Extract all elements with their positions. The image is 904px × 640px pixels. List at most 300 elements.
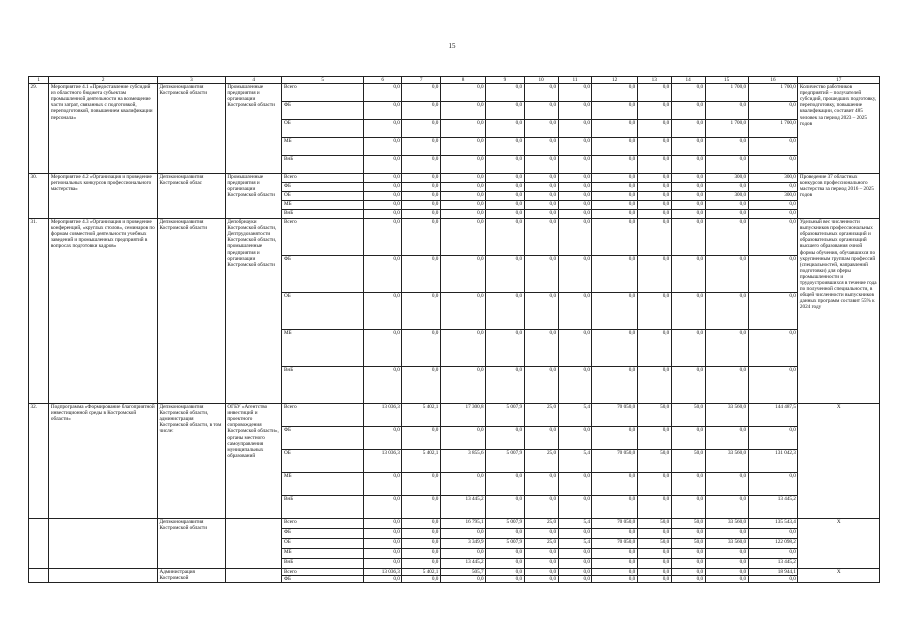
amount-cell: 33 560,0 — [705, 539, 748, 549]
amount-cell: 0,0 — [524, 210, 558, 219]
amount-cell: 0,0 — [637, 138, 671, 156]
amount-cell: 0,0 — [363, 201, 401, 210]
amount-cell: 0,0 — [637, 201, 671, 210]
amount-cell: 0,0 — [592, 120, 637, 138]
funding-source: ОБ — [282, 450, 363, 473]
amount-cell: 0,0 — [558, 529, 592, 539]
amount-cell: 0,0 — [524, 529, 558, 539]
amount-cell: 0,0 — [748, 102, 798, 120]
funding-source: ФБ — [282, 183, 363, 192]
amount-cell: 0,0 — [748, 367, 798, 404]
amount-cell: 0,0 — [524, 559, 558, 569]
funding-source: МБ — [282, 549, 363, 559]
amount-cell: 50,0 — [671, 404, 705, 427]
amount-cell: 0,0 — [558, 210, 592, 219]
amount-cell: 0,0 — [558, 559, 592, 569]
amount-cell: 0,0 — [363, 102, 401, 120]
header-cell-14: 14 — [671, 77, 705, 84]
amount-cell: 5 402,1 — [402, 569, 440, 576]
amount-cell: 300,0 — [705, 192, 748, 201]
amount-cell: 0,0 — [671, 293, 705, 330]
amount-cell: 0,0 — [558, 473, 592, 496]
funding-source: Всего — [282, 84, 363, 102]
amount-cell: 0,0 — [671, 330, 705, 367]
amount-cell: 0,0 — [402, 120, 440, 138]
amount-cell: 0,0 — [363, 473, 401, 496]
amount-cell: 0,0 — [363, 367, 401, 404]
header-cell-8: 8 — [440, 77, 485, 84]
amount-cell: 0,0 — [637, 156, 671, 174]
amount-cell: 0,0 — [363, 427, 401, 450]
amount-cell: 50,0 — [637, 450, 671, 473]
funding-source: МБ — [282, 330, 363, 367]
amount-cell: 13 445,2 — [748, 496, 798, 519]
header-cell-12: 12 — [592, 77, 637, 84]
amount-cell: 0,0 — [592, 367, 637, 404]
amount-cell: 0,0 — [592, 427, 637, 450]
amount-cell: 13 036,3 — [363, 450, 401, 473]
amount-cell: 0,0 — [637, 427, 671, 450]
amount-cell: 0,0 — [637, 367, 671, 404]
amount-cell: 0,0 — [486, 367, 524, 404]
row-number: 32. — [29, 404, 49, 519]
amount-cell: 0,0 — [402, 549, 440, 559]
amount-cell: 3 349,9 — [440, 539, 485, 549]
amount-cell: 122 098,2 — [748, 539, 798, 549]
amount-cell: 0,0 — [671, 559, 705, 569]
amount-cell: 25,0 — [524, 404, 558, 427]
amount-cell: 0,0 — [558, 183, 592, 192]
amount-cell: 0,0 — [592, 549, 637, 559]
amount-cell: 0,0 — [592, 174, 637, 183]
header-row — [29, 77, 880, 84]
amount-cell: 0,0 — [402, 529, 440, 539]
row-number: 31. — [29, 219, 49, 404]
amount-cell: 0,0 — [748, 219, 798, 256]
participant: Депобрнауки Костромской области, Дептрудозанятости Костромской области, промышленные предприятия и организации Костромской области — [225, 219, 282, 404]
funding-source: Всего — [282, 219, 363, 256]
amount-cell: 50,0 — [671, 519, 705, 529]
amount-cell: 0,0 — [440, 120, 485, 138]
amount-cell: 0,0 — [402, 174, 440, 183]
amount-cell: 0,0 — [363, 549, 401, 559]
amount-cell: 0,0 — [705, 156, 748, 174]
expected-result: Удельный вес численности выпускников профессиональных образовательных организаций и образовательных организаций высшего образования очной формы обучения, обучавшихся по укрупненным группам профессий (специальностей, направлений подготовки) для сферы промышленности и трудоустроившихся в течение года по полученной специальности, в общей численности выпускников данных программ составит 55% к 2024 году — [798, 219, 880, 404]
funding-source: Всего — [282, 569, 363, 576]
funding-source: ОБ — [282, 192, 363, 201]
amount-cell: 0,0 — [558, 330, 592, 367]
amount-cell: 0,0 — [363, 519, 401, 529]
amount-cell: 0,0 — [637, 496, 671, 519]
amount-cell: 0,0 — [486, 201, 524, 210]
amount-cell: 0,0 — [363, 496, 401, 519]
amount-cell: 0,0 — [558, 576, 592, 583]
amount-cell: 0,0 — [363, 559, 401, 569]
funding-source: Всего — [282, 174, 363, 183]
amount-cell: 0,0 — [637, 576, 671, 583]
row-number: 29. — [29, 84, 49, 174]
amount-cell: 0,0 — [637, 529, 671, 539]
amount-cell: 5,4 — [558, 539, 592, 549]
header-cell-3: 3 — [157, 77, 225, 84]
amount-cell: 0,0 — [748, 529, 798, 539]
amount-cell: 0,0 — [748, 473, 798, 496]
amount-cell: 0,0 — [363, 219, 401, 256]
amount-cell: 0,0 — [671, 256, 705, 293]
amount-cell: 0,0 — [363, 539, 401, 549]
amount-cell: 0,0 — [402, 210, 440, 219]
table-row — [29, 219, 880, 256]
amount-cell: 0,0 — [592, 219, 637, 256]
amount-cell: 0,0 — [363, 256, 401, 293]
amount-cell: 0,0 — [486, 192, 524, 201]
amount-cell: 0,0 — [524, 496, 558, 519]
amount-cell: 0,0 — [671, 138, 705, 156]
amount-cell: 0,0 — [671, 529, 705, 539]
amount-cell: 300,0 — [705, 174, 748, 183]
amount-cell: 0,0 — [486, 210, 524, 219]
amount-cell: 0,0 — [671, 473, 705, 496]
funding-source: ФБ — [282, 529, 363, 539]
amount-cell: 0,0 — [637, 219, 671, 256]
amount-cell: 0,0 — [524, 138, 558, 156]
amount-cell: 0,0 — [637, 210, 671, 219]
amount-cell: 0,0 — [440, 576, 485, 583]
amount-cell: 0,0 — [440, 549, 485, 559]
amount-cell: 0,0 — [402, 156, 440, 174]
expected-result: X — [798, 404, 880, 519]
amount-cell: 0,0 — [363, 174, 401, 183]
amount-cell: 0,0 — [363, 138, 401, 156]
amount-cell: 0,0 — [705, 559, 748, 569]
amount-cell: 0,0 — [440, 473, 485, 496]
amount-cell: 50,0 — [671, 539, 705, 549]
amount-cell: 0,0 — [705, 473, 748, 496]
amount-cell: 70 050,0 — [592, 519, 637, 529]
amount-cell: 0,0 — [705, 549, 748, 559]
header-cell-16: 16 — [748, 77, 798, 84]
amount-cell: 0,0 — [524, 102, 558, 120]
amount-cell: 0,0 — [592, 473, 637, 496]
expected-result: Проведение 37 областных конкурсов профессионального мастерства за период 2016 – 2025 годов — [798, 174, 880, 219]
amount-cell: 0,0 — [486, 569, 524, 576]
amount-cell: 0,0 — [592, 192, 637, 201]
amount-cell: 0,0 — [402, 330, 440, 367]
amount-cell: 0,0 — [748, 293, 798, 330]
row-number — [29, 569, 49, 583]
amount-cell: 70 050,0 — [592, 450, 637, 473]
amount-cell: 0,0 — [637, 183, 671, 192]
amount-cell: 0,0 — [637, 102, 671, 120]
amount-cell: 505,7 — [440, 569, 485, 576]
amount-cell: 0,0 — [671, 120, 705, 138]
amount-cell: 5 007,9 — [486, 539, 524, 549]
amount-cell: 0,0 — [558, 367, 592, 404]
executor: Администрация Костромской — [157, 569, 225, 583]
funding-source: ФБ — [282, 256, 363, 293]
header-cell-5: 5 — [282, 77, 363, 84]
amount-cell: 0,0 — [524, 219, 558, 256]
amount-cell: 13 445,2 — [440, 496, 485, 519]
amount-cell: 0,0 — [486, 183, 524, 192]
funding-source: ОБ — [282, 539, 363, 549]
amount-cell: 0,0 — [486, 427, 524, 450]
amount-cell: 0,0 — [671, 576, 705, 583]
amount-cell: 0,0 — [486, 156, 524, 174]
expected-result: Количество работников предприятий – получателей субсидий, прошедших подготовку, переподготовку, повышение квалификации, составит 485 человек за период 2023 – 2025 годов — [798, 84, 880, 174]
table-row — [29, 174, 880, 183]
funding-source: МБ — [282, 201, 363, 210]
amount-cell: 0,0 — [440, 256, 485, 293]
amount-cell: 0,0 — [558, 138, 592, 156]
amount-cell: 0,0 — [524, 330, 558, 367]
amount-cell: 0,0 — [440, 183, 485, 192]
amount-cell: 135 543,4 — [748, 519, 798, 529]
amount-cell: 0,0 — [748, 210, 798, 219]
measure-name: Мероприятие 4.1 «Предоставление субсидий из областного бюджета субъектам промышленной деятельности на возмещение части затрат, связанных с подготовкой, переподготовкой, повышением квалификации персонала» — [49, 84, 158, 174]
amount-cell: 0,0 — [486, 256, 524, 293]
amount-cell: 0,0 — [705, 201, 748, 210]
funding-source: ВнБ — [282, 210, 363, 219]
amount-cell: 0,0 — [363, 330, 401, 367]
amount-cell: 300,0 — [748, 192, 798, 201]
amount-cell: 0,0 — [592, 156, 637, 174]
program-table — [28, 76, 880, 583]
amount-cell: 0,0 — [402, 496, 440, 519]
amount-cell: 50,0 — [637, 519, 671, 529]
amount-cell: 0,0 — [558, 569, 592, 576]
amount-cell: 0,0 — [363, 120, 401, 138]
amount-cell: 0,0 — [671, 102, 705, 120]
funding-source: ОБ — [282, 293, 363, 330]
header-cell-15: 15 — [705, 77, 748, 84]
amount-cell: 0,0 — [363, 529, 401, 539]
amount-cell: 0,0 — [363, 293, 401, 330]
amount-cell: 0,0 — [637, 549, 671, 559]
amount-cell: 0,0 — [402, 192, 440, 201]
amount-cell: 0,0 — [705, 576, 748, 583]
table-row — [29, 84, 880, 102]
amount-cell: 0,0 — [558, 293, 592, 330]
amount-cell: 0,0 — [524, 473, 558, 496]
amount-cell: 3 855,6 — [440, 450, 485, 473]
page-number: 15 — [448, 42, 456, 50]
amount-cell: 0,0 — [592, 569, 637, 576]
amount-cell: 0,0 — [671, 210, 705, 219]
row-number: 30. — [29, 174, 49, 219]
amount-cell: 0,0 — [671, 174, 705, 183]
amount-cell: 0,0 — [592, 201, 637, 210]
amount-cell: 0,0 — [748, 138, 798, 156]
amount-cell: 50,0 — [637, 404, 671, 427]
amount-cell: 0,0 — [637, 256, 671, 293]
amount-cell: 0,0 — [748, 549, 798, 559]
amount-cell: 0,0 — [440, 174, 485, 183]
amount-cell: 0,0 — [592, 559, 637, 569]
amount-cell: 0,0 — [524, 569, 558, 576]
amount-cell: 0,0 — [440, 219, 485, 256]
amount-cell: 50,0 — [637, 539, 671, 549]
amount-cell: 0,0 — [592, 330, 637, 367]
measure-name — [49, 519, 158, 569]
amount-cell: 0,0 — [402, 183, 440, 192]
amount-cell: 5 402,1 — [402, 404, 440, 427]
amount-cell: 5 007,9 — [486, 404, 524, 427]
amount-cell: 0,0 — [592, 256, 637, 293]
amount-cell: 0,0 — [440, 138, 485, 156]
amount-cell: 0,0 — [637, 120, 671, 138]
amount-cell: 131 042,3 — [748, 450, 798, 473]
amount-cell: 0,0 — [486, 576, 524, 583]
amount-cell: 1 700,0 — [748, 84, 798, 102]
amount-cell: 0,0 — [440, 367, 485, 404]
amount-cell: 0,0 — [363, 183, 401, 192]
amount-cell: 0,0 — [402, 576, 440, 583]
amount-cell: 0,0 — [671, 427, 705, 450]
amount-cell: 0,0 — [637, 84, 671, 102]
amount-cell: 0,0 — [524, 576, 558, 583]
amount-cell: 0,0 — [705, 367, 748, 404]
amount-cell: 13 445,2 — [440, 559, 485, 569]
amount-cell: 0,0 — [363, 210, 401, 219]
amount-cell: 0,0 — [705, 256, 748, 293]
table-row — [29, 404, 880, 427]
executor: Депэкономразвития Костромской облас — [157, 174, 225, 219]
amount-cell: 0,0 — [524, 192, 558, 201]
amount-cell: 0,0 — [748, 183, 798, 192]
executor: Депэкономразвития Костромской области — [157, 519, 225, 569]
amount-cell: 0,0 — [637, 473, 671, 496]
header-cell-17: 17 — [798, 77, 880, 84]
amount-cell: 0,0 — [671, 201, 705, 210]
amount-cell: 1 700,0 — [705, 84, 748, 102]
expected-result: X — [798, 519, 880, 569]
amount-cell: 0,0 — [637, 192, 671, 201]
amount-cell: 0,0 — [402, 219, 440, 256]
amount-cell: 0,0 — [705, 102, 748, 120]
amount-cell: 13 445,2 — [748, 559, 798, 569]
header-cell-4: 4 — [225, 77, 282, 84]
amount-cell: 0,0 — [705, 330, 748, 367]
amount-cell: 0,0 — [671, 183, 705, 192]
amount-cell: 0,0 — [440, 201, 485, 210]
funding-source: ВнБ — [282, 496, 363, 519]
amount-cell: 0,0 — [671, 84, 705, 102]
amount-cell: 0,0 — [524, 201, 558, 210]
amount-cell: 13 036,3 — [363, 569, 401, 576]
amount-cell: 0,0 — [592, 293, 637, 330]
amount-cell: 33 560,0 — [705, 519, 748, 529]
amount-cell: 0,0 — [440, 84, 485, 102]
amount-cell: 0,0 — [705, 496, 748, 519]
participant — [225, 569, 282, 583]
amount-cell: 0,0 — [558, 174, 592, 183]
header-cell-2: 2 — [49, 77, 158, 84]
amount-cell: 0,0 — [402, 539, 440, 549]
amount-cell: 16 795,1 — [440, 519, 485, 529]
table-row — [29, 519, 880, 529]
amount-cell: 0,0 — [637, 559, 671, 569]
amount-cell: 0,0 — [524, 174, 558, 183]
amount-cell: 0,0 — [486, 84, 524, 102]
measure-name: Мероприятие 4.3 «Организация и проведение конференций, «круглых столов», семинаров по формам совместной деятельности учебных заведений и промышленных предприятий в вопросах подготовки кадров» — [49, 219, 158, 404]
amount-cell: 0,0 — [440, 102, 485, 120]
header-cell-11: 11 — [558, 77, 592, 84]
amount-cell: 0,0 — [637, 293, 671, 330]
funding-source: ВнБ — [282, 156, 363, 174]
amount-cell: 0,0 — [440, 192, 485, 201]
amount-cell: 0,0 — [592, 102, 637, 120]
amount-cell: 0,0 — [592, 138, 637, 156]
participant: Промышленные предприятия и организации Костромской области — [225, 84, 282, 174]
funding-source: ВнБ — [282, 367, 363, 404]
amount-cell: 0,0 — [558, 156, 592, 174]
header-cell-13: 13 — [637, 77, 671, 84]
amount-cell: 5 402,1 — [402, 450, 440, 473]
amount-cell: 0,0 — [524, 256, 558, 293]
amount-cell: 0,0 — [705, 293, 748, 330]
executor: Депэкономразвития Костромской области, администрация Костромской области, в том числе: — [157, 404, 225, 519]
amount-cell: 0,0 — [486, 549, 524, 559]
amount-cell: 13 036,3 — [363, 404, 401, 427]
amount-cell: 0,0 — [486, 529, 524, 539]
amount-cell: 0,0 — [402, 427, 440, 450]
amount-cell: 0,0 — [402, 559, 440, 569]
executor: Депэкономразвития Костромской области — [157, 219, 225, 404]
funding-source: ФБ — [282, 427, 363, 450]
amount-cell: 0,0 — [592, 529, 637, 539]
amount-cell: 0,0 — [524, 427, 558, 450]
amount-cell: 0,0 — [671, 192, 705, 201]
amount-cell: 0,0 — [705, 183, 748, 192]
amount-cell: 0,0 — [486, 174, 524, 183]
amount-cell: 5 007,9 — [486, 450, 524, 473]
amount-cell: 300,0 — [748, 174, 798, 183]
amount-cell: 0,0 — [524, 156, 558, 174]
amount-cell: 0,0 — [671, 156, 705, 174]
amount-cell: 0,0 — [558, 102, 592, 120]
amount-cell: 0,0 — [671, 219, 705, 256]
amount-cell: 25,0 — [524, 519, 558, 529]
amount-cell: 0,0 — [748, 156, 798, 174]
amount-cell: 25,0 — [524, 450, 558, 473]
executor: Депэкономразвития Костромской области — [157, 84, 225, 174]
amount-cell: 0,0 — [402, 102, 440, 120]
header-cell-1: 1 — [29, 77, 49, 84]
amount-cell: 0,0 — [705, 569, 748, 576]
amount-cell: 0,0 — [558, 192, 592, 201]
amount-cell: 0,0 — [440, 156, 485, 174]
amount-cell: 0,0 — [592, 183, 637, 192]
table-row — [29, 569, 880, 576]
expected-result: X — [798, 569, 880, 583]
amount-cell: 0,0 — [524, 120, 558, 138]
amount-cell: 0,0 — [637, 569, 671, 576]
amount-cell: 1 700,0 — [705, 120, 748, 138]
funding-source: ФБ — [282, 576, 363, 583]
header-cell-10: 10 — [524, 77, 558, 84]
amount-cell: 0,0 — [486, 138, 524, 156]
amount-cell: 0,0 — [558, 549, 592, 559]
amount-cell: 0,0 — [486, 330, 524, 367]
amount-cell: 0,0 — [363, 156, 401, 174]
amount-cell: 0,0 — [524, 293, 558, 330]
funding-source: ВнБ — [282, 559, 363, 569]
amount-cell: 0,0 — [671, 569, 705, 576]
amount-cell: 0,0 — [440, 330, 485, 367]
funding-source: МБ — [282, 473, 363, 496]
amount-cell: 0,0 — [440, 210, 485, 219]
